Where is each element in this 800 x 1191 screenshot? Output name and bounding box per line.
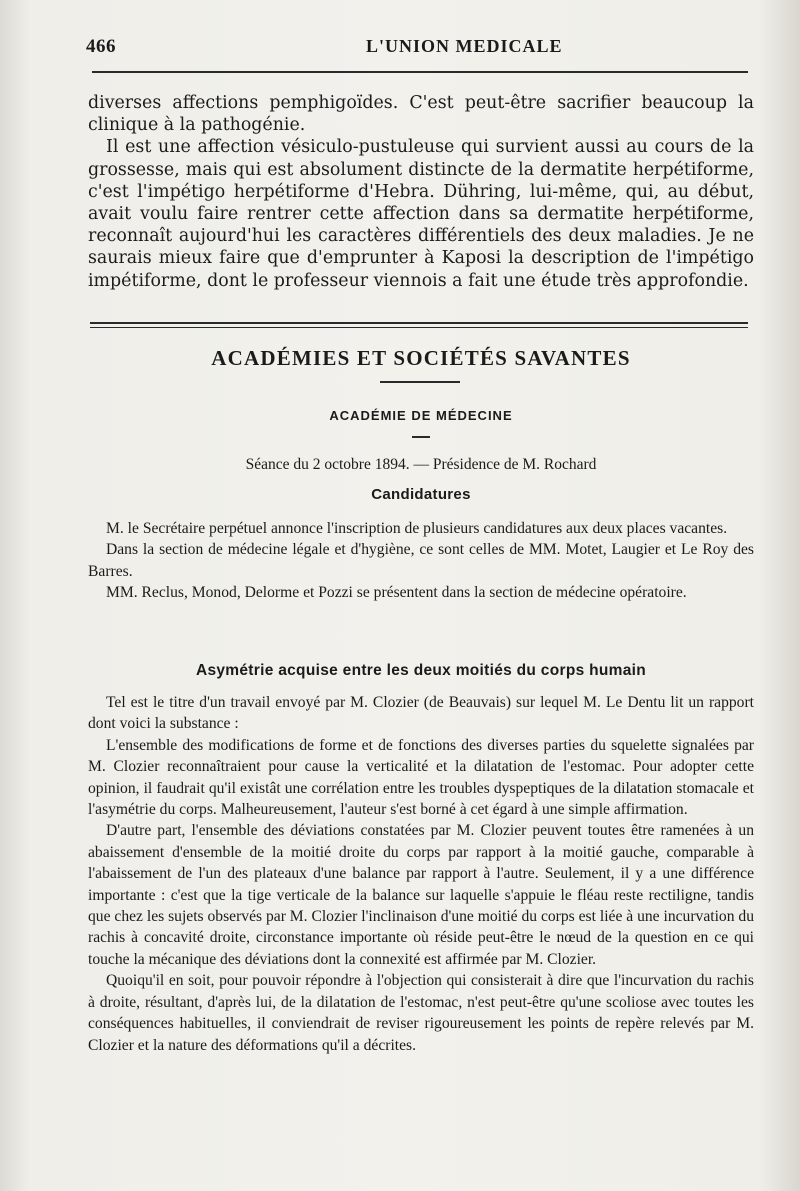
candidatures-paragraph-3: MM. Reclus, Monod, Delorme et Pozzi se présentent dans la section de médecine opératoire. xyxy=(106,584,687,602)
page-number: 466 xyxy=(86,36,116,57)
section-title: ACADÉMIES ET SOCIÉTÉS SAVANTES xyxy=(211,346,631,370)
intro-text xyxy=(88,92,754,292)
candidatures-paragraph-1: M. le Secrétaire perpétuel annonce l'inscription de plusieurs candidatures aux deux places vacantes. xyxy=(106,520,728,537)
article-paragraph-3: D'autre part, l'ensemble des déviations constatées par M. Clozier peuvent toutes être ramenées à un abaissement d'ensemble de la moitié droite du corps par rapport à la moitié gauche, comparable à l'abaissement de l'un des plateaux d'une balance par rapport à l'autre. Seulement, il y a une différence importante : c'est que la tige verticale de la balance sur laquelle s'appuie le fléau reste rectiligne, tandis que chez les sujets observés par M. Clozier l'inclinaison d'une moitié du corps est liée à une incurvation du rachis à concavité droite, circonstance importante où réside peut-être le nœud de la question en ce qui touche la mécanique des déviations dont la connexité est affirmée par M. Clozier. xyxy=(88,822,755,968)
section-rule-top xyxy=(90,322,748,324)
intro-paragraph-1: diverses affections pemphigoïdes. C'est peut-être sacrifier beaucoup la clinique à la pathogénie. xyxy=(88,93,754,136)
article-paragraph-4: Quoiqu'il en soit, pour pouvoir répondre à l'objection qui consisterait à dire que l'incurvation du rachis à droite, résultant, d'après lui, de la dilatation de l'estomac, n'est peut-être qu'une scoliose avec toutes les conséquences habituelles, il conviendrait de reviser rigoureusement les points de repère relevés par M. Clozier et la nature des déformations qu'il a décrites. xyxy=(88,972,754,1054)
header-rule xyxy=(92,71,748,73)
article-text xyxy=(88,692,754,1056)
intro-paragraph-2: Il est une affection vésiculo-pustuleuse qui survient aussi au cours de la grossesse, mais qui est absolument distincte de la dermatite herpétiforme, c'est l'impétigo herpétiforme d'Hebra. Dühring, lui-même, qui, au début, avait voulu faire rentrer cette affection dans sa dermatite herpétiforme, reconnaît aujourd'hui les caractères différentiels des deux maladies. Je ne saurais mieux faire que d'emprunter à Kaposi la description de l'impétigo impétiforme, dont le professeur viennois a fait une étude très approfondie. xyxy=(88,137,754,291)
article-title: Asymétrie acquise entre les deux moitiés du corps humain xyxy=(195,662,647,679)
article-paragraph-2: L'ensemble des modifications de forme et de fonctions des diverses parties du squelette signalées par M. Clozier reconnaîtraient pour cause la verticalité et la dilatation de l'estomac. Pour adopter cette opinion, il faudrait qu'il existât une corrélation entre les troubles dyspeptiques de la dilatation stomacale et l'asymétrie du corps. Malheureusement, l'auteur s'est borné à cet égard à une simple affirmation. xyxy=(88,736,754,819)
subsection-title: ACADÉMIE DE MÉDECINE xyxy=(329,408,513,423)
candidatures-heading: Candidatures xyxy=(371,486,471,503)
article-paragraph-1: Tel est le titre d'un travail envoyé par M. Clozier (de Beauvais) sur lequel M. Le Dentu lit un rapport dont voici la substance : xyxy=(88,694,754,733)
seance-line: Séance du 2 octobre 1894. — Présidence de M. Rochard xyxy=(245,456,597,473)
section-rule-bottom xyxy=(90,327,748,328)
journal-title: L'UNION MEDICALE xyxy=(366,36,563,56)
page-header xyxy=(86,34,756,64)
subsection-underline xyxy=(412,436,430,438)
candidatures-paragraph-2: Dans la section de médecine légale et d'hygiène, ce sont celles de MM. Motet, Laugier et Le Roy des Barres. xyxy=(88,541,754,580)
section-title-underline xyxy=(380,381,460,383)
candidatures-text xyxy=(88,518,754,604)
